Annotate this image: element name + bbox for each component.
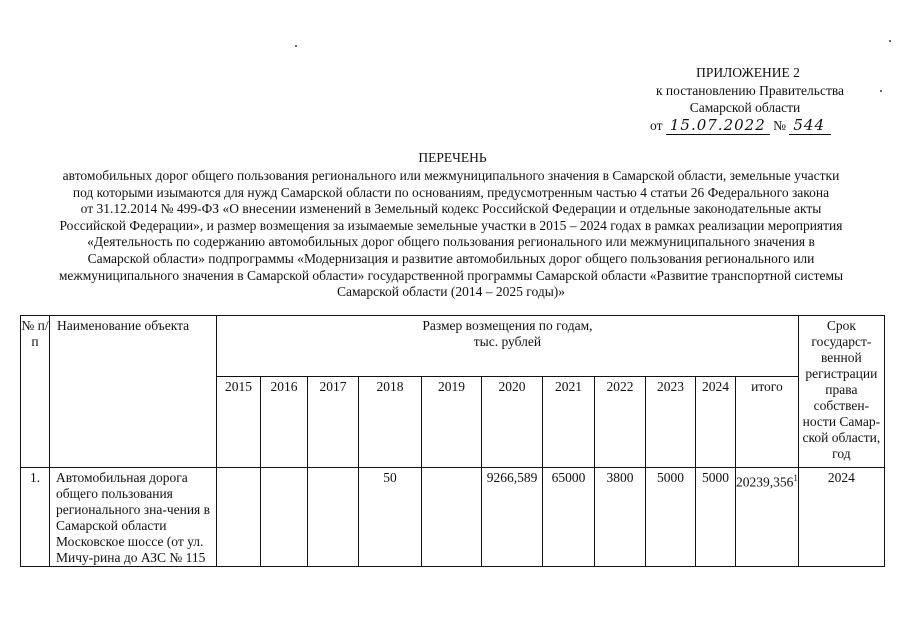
- header-year-2023: 2023: [646, 377, 696, 468]
- header-year-2022: 2022: [595, 377, 646, 468]
- row-value-2020: 9266,589: [482, 468, 543, 567]
- row-value-total: [736, 468, 799, 567]
- description-line: Российской Федерации», и размер возмещения за изымаемые земельные участки в 2015 – 2024 годах в рамках реализации мероприятия: [59, 217, 843, 233]
- scan-speck: [889, 40, 891, 42]
- row-total-amount: 20239,356: [736, 474, 794, 490]
- header-year-2015: 2015: [217, 377, 261, 468]
- row-total-footnote-mark: 1: [793, 473, 798, 483]
- row-number: 1.: [21, 468, 50, 567]
- description-line: от 31.12.2014 № 499-ФЗ «О внесении изменений в Земельный кодекс Российской Федерации и отдельные законодательные акты: [80, 201, 822, 217]
- scan-speck: [295, 45, 297, 47]
- header-amount-line2: тыс. рублей: [473, 334, 542, 349]
- header-year-2020: 2020: [482, 377, 543, 468]
- header-total: итого: [736, 377, 799, 468]
- row-value-2017: [308, 468, 359, 567]
- header-year-2018: 2018: [359, 377, 422, 468]
- number-prefix: №: [773, 118, 787, 133]
- row-value-2023: 5000: [646, 468, 696, 567]
- header-object-name: Наименование объекта: [50, 316, 217, 468]
- annex-subtitle-line2: Самарской области: [689, 100, 801, 115]
- row-value-2018: 50: [359, 468, 422, 567]
- date-prefix: от: [650, 118, 663, 133]
- header-amount: [217, 316, 799, 377]
- description-line: под которыми изымаются для нужд Самарской области по основаниям, предусмотренным частью 4 статьи 26 Федерального закона: [72, 184, 830, 200]
- header-year-2024: 2024: [696, 377, 736, 468]
- row-value-2019: [422, 468, 482, 567]
- description-line: автомобильных дорог общего пользования регионального или межмуниципального значения в Самарской области, земельные участки: [62, 168, 840, 183]
- description-line: «Деятельность по содержанию автомобильных дорог общего пользования регионального или межмуниципального значения в: [87, 234, 815, 250]
- row-value-2016: [261, 468, 308, 567]
- description-line: Самарской области (2014 – 2025 годы)»: [336, 284, 566, 300]
- annex-date-row: [650, 116, 865, 135]
- header-year-2017: 2017: [308, 377, 359, 468]
- handwritten-date: 15.07.2022: [666, 116, 770, 135]
- compensation-table: [20, 315, 885, 567]
- header-year-2021: 2021: [543, 377, 595, 468]
- header-number: № п/п: [21, 316, 50, 468]
- row-value-2024: 5000: [696, 468, 736, 567]
- row-object-name: Автомобильная дорога общего пользования регионального зна-чения в Самарской области Московское шоссе (от ул. Мичу-рина до АЗС № 115: [50, 468, 217, 567]
- handwritten-number: 544: [789, 116, 831, 135]
- row-registration-term: 2024: [798, 468, 884, 567]
- header-registration-term: Срок государст-венной регистрации права собствен-ности Самар-ской области, год: [798, 316, 884, 468]
- annex-title: ПРИЛОЖЕНИЕ 2: [696, 65, 800, 80]
- header-year-2019: 2019: [422, 377, 482, 468]
- row-value-2022: 3800: [595, 468, 646, 567]
- row-value-2015: [217, 468, 261, 567]
- description-line: межмуниципального значения в Самарской области» государственной программы Самарской области «Развитие транспортной системы: [58, 267, 844, 283]
- row-value-2021: 65000: [543, 468, 595, 567]
- description-line: Самарской области» подпрограммы «Модернизация и развитие автомобильных дорог общего пользования регионального или: [87, 250, 815, 266]
- document-description: [20, 168, 882, 301]
- document-heading: ПЕРЕЧЕНЬ: [418, 150, 487, 165]
- header-year-2016: 2016: [261, 377, 308, 468]
- annex-subtitle-line1: к постановлению Правительства: [655, 83, 845, 98]
- scan-speck: [880, 90, 882, 92]
- table-row: [21, 468, 885, 567]
- header-amount-line1: Размер возмещения по годам,: [422, 318, 593, 333]
